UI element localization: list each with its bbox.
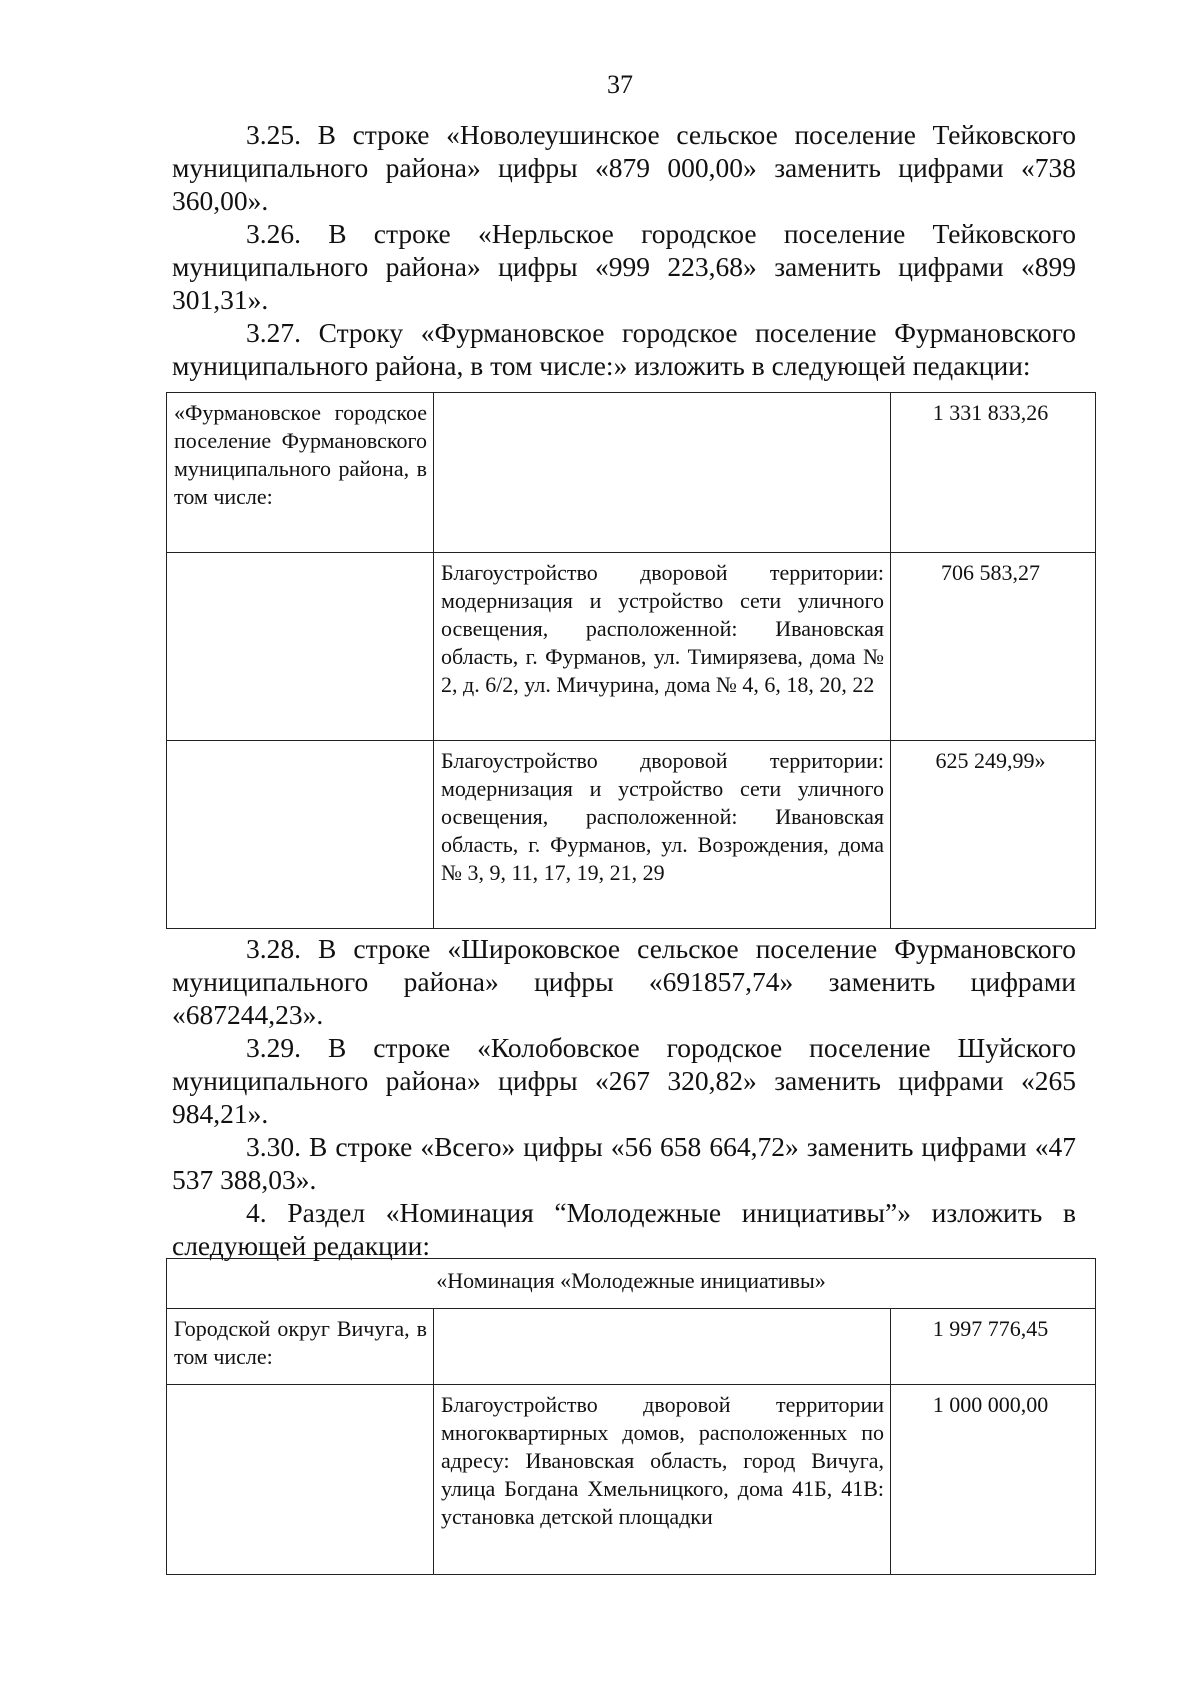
table-youth-initiatives bbox=[166, 1258, 1096, 1575]
paragraph-3-29: 3.29. В строке «Колобовское городское поселение Шуйского муниципального района» цифры «267 320,82» заменить цифрами «265 984,21». bbox=[172, 1032, 1076, 1129]
table-cell-amount: 1 000 000,00 bbox=[891, 1385, 1096, 1575]
paragraph-4: 4. Раздел «Номинация “Молодежные инициативы”» изложить в следующей редакции: bbox=[172, 1197, 1076, 1261]
table-cell-amount: 1 331 833,26 bbox=[891, 393, 1096, 553]
table-row bbox=[167, 741, 1096, 929]
amendments-block-top bbox=[172, 118, 1076, 382]
table-cell-amount: 625 249,99» bbox=[891, 741, 1096, 929]
table-cell-object: Благоустройство дворовой территории: модернизация и устройство сети уличного освещения, расположенной: Ивановская область, г. Фурманов, ул. Тимирязева, дома № 2, д. 6/2, ул. Мичурина, дома № 4, 6, 18, 20, 22 bbox=[434, 553, 891, 741]
amendments-block-middle bbox=[172, 932, 1076, 1262]
table-row bbox=[167, 1385, 1096, 1575]
table-cell-name: «Фурмановское городское поселение Фурмановского муниципального района, в том числе: bbox=[167, 393, 434, 553]
table-cell-object bbox=[434, 1309, 891, 1385]
table-row bbox=[167, 1309, 1096, 1385]
paragraph-3-26: 3.26. В строке «Нерльское городское поселение Тейковского муниципального района» цифры «999 223,68» заменить цифрами «899 301,31». bbox=[172, 218, 1076, 315]
table-header-row bbox=[167, 1259, 1096, 1309]
table-cell-name bbox=[167, 1385, 434, 1575]
table-cell-object: Благоустройство дворовой территории: модернизация и устройство сети уличного освещения, расположенной: Ивановская область, г. Фурманов, ул. Возрождения, дома № 3, 9, 11, 17, 19, 21, 29 bbox=[434, 741, 891, 929]
table-cell-amount: 706 583,27 bbox=[891, 553, 1096, 741]
paragraph-3-30: 3.30. В строке «Всего» цифры «56 658 664,72» заменить цифрами «47 537 388,03». bbox=[172, 1131, 1076, 1195]
paragraph-3-27: 3.27. Строку «Фурмановское городское поселение Фурмановского муниципального района, в том числе:» изложить в следующей педакции: bbox=[172, 317, 1076, 381]
table-cell-name bbox=[167, 553, 434, 741]
table-cell-object: Благоустройство дворовой территории многоквартирных домов, расположенных по адресу: Ивановская область, город Вичуга, улица Богдана Хмельницкого, дома 41Б, 41В: установка детской площадки bbox=[434, 1385, 891, 1575]
table-cell-amount: 1 997 776,45 bbox=[891, 1309, 1096, 1385]
table-cell-object bbox=[434, 393, 891, 553]
paragraph-3-28: 3.28. В строке «Широковское сельское поселение Фурмановского муниципального района» цифры «691857,74» заменить цифрами «687244,23». bbox=[172, 933, 1076, 1030]
table-header: «Номинация «Молодежные инициативы» bbox=[167, 1259, 1096, 1309]
table-row bbox=[167, 393, 1096, 553]
table-furmanov bbox=[166, 392, 1096, 929]
table-cell-name: Городской округ Вичуга, в том числе: bbox=[167, 1309, 434, 1385]
paragraph-3-25: 3.25. В строке «Новолеушинское сельское поселение Тейковского муниципального района» цифры «879 000,00» заменить цифрами «738 360,00». bbox=[172, 119, 1076, 216]
page-number: 37 bbox=[607, 70, 633, 99]
table-row bbox=[167, 553, 1096, 741]
table-cell-name bbox=[167, 741, 434, 929]
